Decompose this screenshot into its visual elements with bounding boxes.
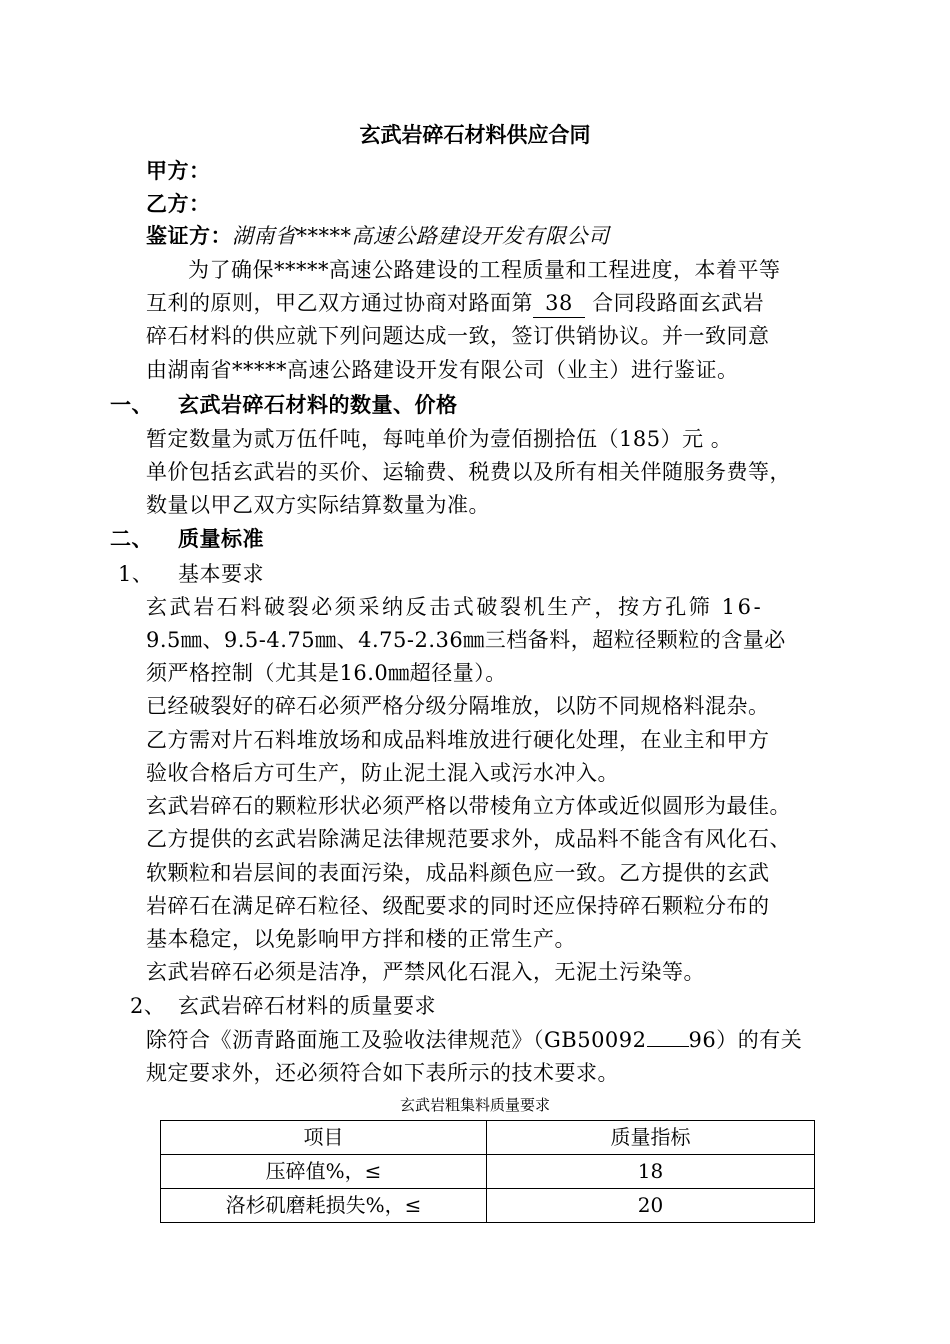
- sub2-line-2: 规定要求外，还必须符合如下表所示的技术要求。: [146, 1061, 619, 1085]
- standard-gap: [647, 1046, 689, 1047]
- intro-line-2: [146, 289, 764, 318]
- table-header-cell: 项目: [161, 1121, 487, 1155]
- table-cell: 压碎值%，≤: [161, 1155, 487, 1189]
- sub2-line-1-b: 96）的有关: [688, 1028, 803, 1052]
- intro-line-1: 为了确保*****高速公路建设的工程质量和工程进度，本着平等: [188, 258, 781, 282]
- subsection-1-heading: 基本要求: [178, 562, 264, 586]
- intro-line-2-b: 合同段路面玄武岩: [585, 291, 765, 315]
- notary-line: [146, 222, 610, 250]
- intro-line-4: 由湖南省*****高速公路建设开发有限公司（业主）进行鉴证。: [146, 358, 739, 382]
- party-b-label: 乙方：: [146, 191, 211, 216]
- table-caption: 玄武岩粗集料质量要求: [399, 1096, 550, 1114]
- table-row: [161, 1155, 815, 1189]
- quality-table: [160, 1120, 815, 1223]
- subsection-1-number: 1、: [118, 562, 154, 586]
- section-2-heading: 质量标准: [178, 526, 264, 551]
- table-cell: 18: [487, 1155, 815, 1189]
- sub1-line: 软颗粒和岩层间的表面污染，成品料颜色应一致。乙方提供的玄武: [146, 861, 770, 885]
- table-header-cell: 质量指标: [487, 1121, 815, 1155]
- intro-line-2-a: 互利的原则，甲乙双方通过协商对路面第: [146, 291, 533, 315]
- table-cell: 20: [487, 1189, 815, 1223]
- document-title: 玄武岩碎石材料供应合同: [359, 122, 591, 147]
- sub1-line: 玄武岩石料破裂必须采纳反击式破裂机生产，按方孔筛 16-: [146, 595, 764, 619]
- sub1-line: 已经破裂好的碎石必须严格分级分隔堆放，以防不同规格料混杂。: [146, 694, 770, 718]
- notary-label: 鉴证方：: [146, 223, 232, 248]
- sub2-line-1-a: 除符合《沥青路面施工及验收法律规范》（GB50092: [146, 1028, 647, 1052]
- sub1-line: 须严格控制（尤其是16.0㎜超径量）。: [146, 661, 507, 685]
- sub1-line: 基本稳定，以免影响甲方拌和楼的正常生产。: [146, 927, 576, 951]
- table-row: [161, 1189, 815, 1223]
- subsection-2-heading: 玄武岩碎石材料的质量要求: [178, 994, 436, 1018]
- sub1-line: 乙方需对片石料堆放场和成品料堆放进行硬化处理，在业主和甲方: [146, 728, 770, 752]
- section-1-line-3: 数量以甲乙双方实际结算数量为准。: [146, 493, 490, 517]
- sub1-line: 验收合格后方可生产，防止泥土混入或污水冲入。: [146, 761, 619, 785]
- section-1-line-2: 单价包括玄武岩的买价、运输费、税费以及所有相关伴随服务费等，: [146, 460, 791, 484]
- sub1-line: 岩碎石在满足碎石粒径、级配要求的同时还应保持碎石颗粒分布的: [146, 894, 770, 918]
- section-2-number: 二、: [110, 526, 153, 551]
- sub1-line: 玄武岩碎石的颗粒形状必须严格以带棱角立方体或近似圆形为最佳。: [146, 794, 791, 818]
- intro-line-3: 碎石材料的供应就下列问题达成一致，签订供销协议。并一致同意: [146, 324, 770, 348]
- table-cell: 洛杉矶磨耗损失%，≤: [161, 1189, 487, 1223]
- sub1-line: 玄武岩碎石必须是洁净，严禁风化石混入，无泥土污染等。: [146, 960, 705, 984]
- section-number: 38: [533, 289, 585, 318]
- subsection-2-number: 2、: [130, 994, 166, 1018]
- sub1-line: 乙方提供的玄武岩除满足法律规范要求外，成品料不能含有风化石、: [146, 827, 791, 851]
- party-a-label: 甲方：: [146, 158, 211, 183]
- sub2-line-1: [146, 1026, 802, 1054]
- section-1-heading: 玄武岩碎石材料的数量、价格: [178, 392, 458, 417]
- section-1-number: 一、: [110, 392, 153, 417]
- notary-name: 湖南省*****高速公路建设开发有限公司: [232, 224, 610, 248]
- section-1-line-1: 暂定数量为贰万伍仟吨，每吨单价为壹佰捌拾伍（185）元 。: [146, 427, 733, 451]
- table-header-row: [161, 1121, 815, 1155]
- sub1-line: 9.5㎜、9.5-4.75㎜、4.75-2.36㎜三档备料，超粒径颗粒的含量必: [146, 628, 786, 652]
